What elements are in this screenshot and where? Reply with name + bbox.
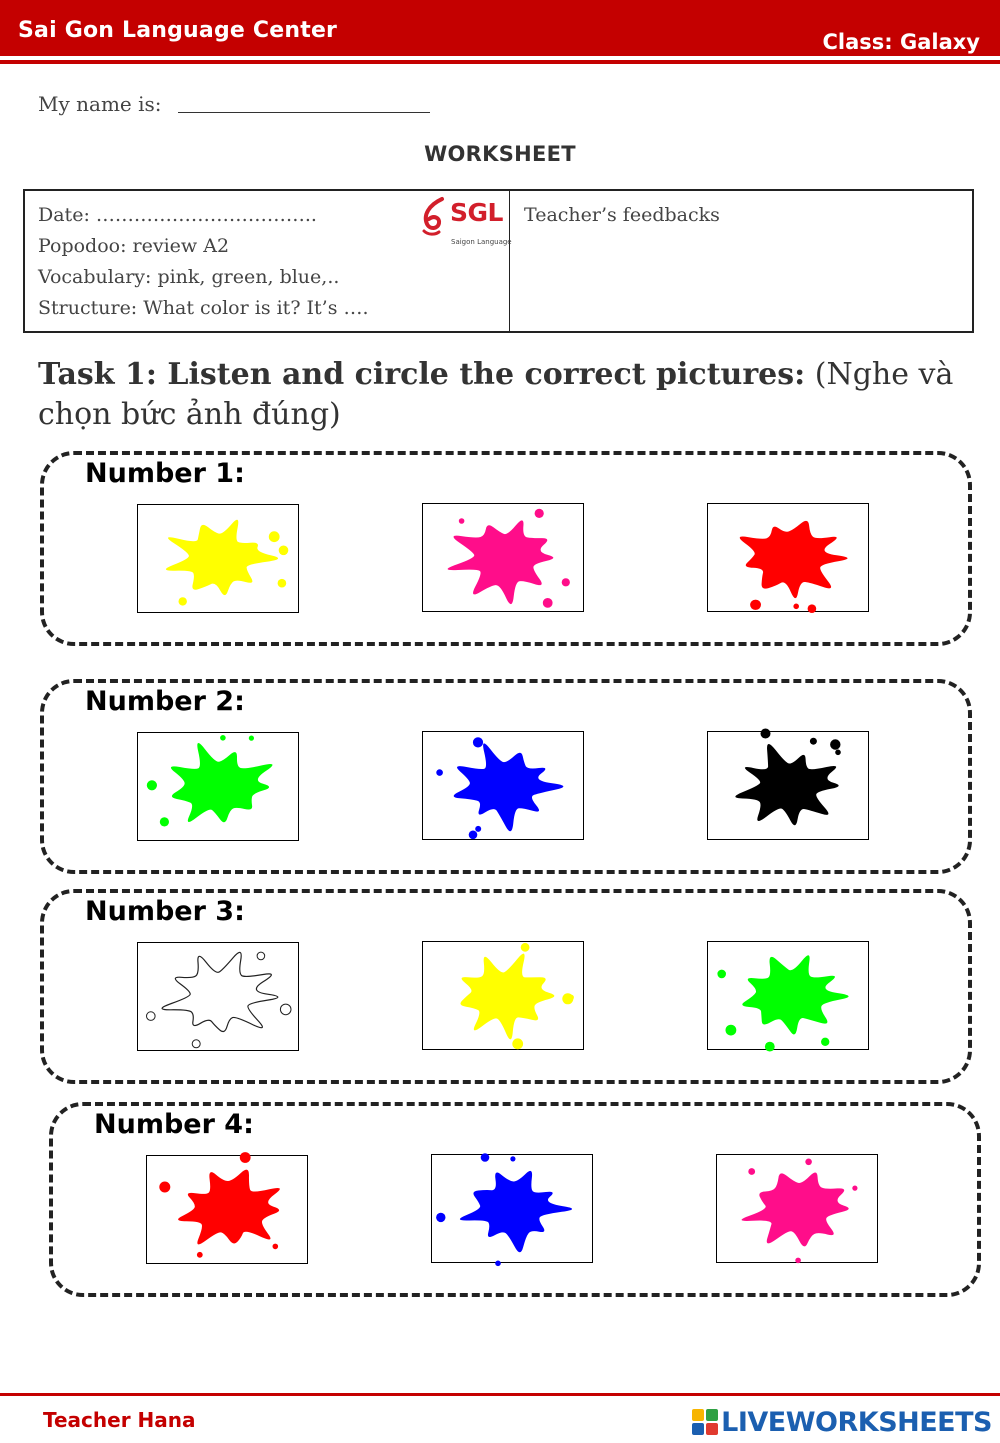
splat-droplet	[510, 1156, 515, 1161]
worksheet-title: WORKSHEET	[424, 142, 576, 166]
paint-splat-icon	[423, 498, 585, 619]
splat-droplet	[473, 737, 483, 747]
question-label: Number 2:	[85, 686, 245, 717]
paint-splat-icon	[717, 1149, 879, 1270]
splat-droplet	[147, 780, 157, 790]
answer-picture[interactable]	[716, 1154, 878, 1263]
splat-droplet	[852, 1186, 857, 1191]
sgl-logo	[415, 193, 512, 246]
splat-body	[448, 520, 554, 604]
splat-droplet	[761, 729, 771, 739]
info-table	[23, 189, 974, 333]
splat-body	[171, 743, 273, 822]
task-instruction	[38, 355, 968, 435]
splat-droplet	[821, 1038, 829, 1046]
paint-splat-icon	[147, 1150, 309, 1271]
answer-picture[interactable]	[422, 941, 584, 1050]
splat-droplet	[249, 736, 254, 741]
date-line: Date: ……………………………..	[38, 204, 317, 226]
name-row	[38, 92, 430, 116]
paint-splat-icon	[138, 499, 300, 620]
paint-splat-icon	[423, 936, 585, 1057]
splat-body	[166, 520, 278, 595]
center-name: Sai Gon Language Center	[18, 18, 338, 43]
brand-text: LIVEWORKSHEETS	[721, 1406, 992, 1438]
splat-droplet	[535, 509, 544, 518]
splat-droplet	[795, 1258, 801, 1264]
splat-body	[742, 955, 848, 1034]
splat-droplet	[220, 735, 226, 741]
splat-droplet	[835, 750, 841, 756]
answer-picture[interactable]	[707, 503, 869, 612]
splat-body	[740, 521, 848, 598]
splat-droplet	[240, 1152, 251, 1163]
splat-droplet	[280, 1004, 291, 1015]
paint-splat-outline-icon	[138, 937, 300, 1058]
splat-droplet	[830, 739, 840, 749]
name-label: My name is:	[38, 92, 162, 116]
logo-subtext: Saigon Language	[451, 238, 512, 246]
splat-droplet	[160, 817, 169, 826]
question-label: Number 4:	[94, 1109, 254, 1140]
splat-droplet	[147, 1012, 156, 1021]
header-divider	[0, 60, 1000, 64]
splat-droplet	[521, 943, 530, 952]
splat-body	[735, 744, 838, 825]
answer-picture[interactable]	[422, 731, 584, 840]
liveworksheets-logo	[692, 1405, 992, 1439]
answer-picture[interactable]	[137, 732, 299, 841]
answer-picture[interactable]	[422, 503, 584, 612]
splat-droplet	[436, 769, 443, 776]
logo-swirl-icon	[415, 193, 451, 237]
teacher-feedback-label: Teacher’s feedbacks	[524, 204, 720, 226]
splat-droplet	[562, 993, 573, 1004]
answer-picture[interactable]	[137, 942, 299, 1051]
splat-droplet	[512, 1038, 523, 1049]
class-label: Class: Galaxy	[822, 30, 980, 54]
name-input-line[interactable]	[178, 92, 430, 113]
answer-picture[interactable]	[707, 731, 869, 840]
paint-splat-icon	[432, 1149, 594, 1270]
paint-splat-icon	[708, 498, 870, 619]
splat-droplet	[562, 578, 570, 586]
splat-droplet	[459, 518, 465, 524]
splat-droplet	[793, 604, 799, 610]
splat-droplet	[726, 1025, 737, 1036]
splat-droplet	[257, 952, 265, 960]
splat-droplet	[197, 1252, 203, 1258]
splat-droplet	[748, 1168, 755, 1175]
splat-droplet	[269, 531, 280, 542]
splat-droplet	[717, 970, 726, 979]
splat-droplet	[192, 1040, 200, 1048]
splat-droplet	[808, 604, 817, 613]
question-label: Number 3:	[85, 896, 245, 927]
splat-droplet	[273, 1244, 279, 1250]
task-title: Task 1: Listen and circle the correct pictures:	[38, 357, 806, 392]
paint-splat-icon	[138, 727, 300, 848]
liveworksheets-icon	[692, 1409, 718, 1435]
paint-splat-icon	[708, 726, 870, 847]
splat-droplet	[278, 579, 287, 588]
footer-divider	[0, 1393, 1000, 1396]
splat-body	[162, 952, 278, 1031]
splat-droplet	[495, 1261, 501, 1267]
splat-droplet	[179, 597, 187, 605]
splat-body	[178, 1170, 280, 1245]
answer-picture[interactable]	[431, 1154, 593, 1263]
vocabulary-line: Vocabulary: pink, green, blue,..	[38, 266, 340, 288]
splat-droplet	[765, 1042, 775, 1052]
splat-droplet	[481, 1153, 490, 1162]
answer-picture[interactable]	[137, 504, 299, 613]
splat-body	[460, 954, 554, 1040]
structure-line: Structure: What color is it? It’s ….	[38, 297, 369, 319]
lesson-info	[25, 191, 510, 331]
logo-text: SGL	[450, 198, 503, 227]
splat-droplet	[469, 831, 478, 840]
teacher-name: Teacher Hana	[43, 1408, 196, 1432]
splat-droplet	[436, 1213, 445, 1222]
paint-splat-icon	[423, 726, 585, 847]
question-label: Number 1:	[85, 458, 245, 489]
lesson-line: Popodoo: review A2	[38, 235, 230, 257]
splat-droplet	[750, 600, 760, 610]
task-translation: (Nghe và chọn bức ảnh đúng)	[38, 357, 954, 432]
paint-splat-icon	[708, 936, 870, 1057]
splat-droplet	[805, 1159, 812, 1166]
answer-picture[interactable]	[146, 1155, 308, 1264]
splat-body	[454, 743, 564, 831]
splat-body	[460, 1171, 572, 1252]
splat-droplet	[543, 598, 553, 608]
splat-droplet	[810, 738, 817, 745]
answer-picture[interactable]	[707, 941, 869, 1050]
splat-body	[742, 1173, 849, 1247]
splat-droplet	[279, 546, 289, 556]
splat-droplet	[475, 826, 481, 832]
splat-droplet	[159, 1182, 170, 1193]
header-bar	[0, 0, 1000, 56]
